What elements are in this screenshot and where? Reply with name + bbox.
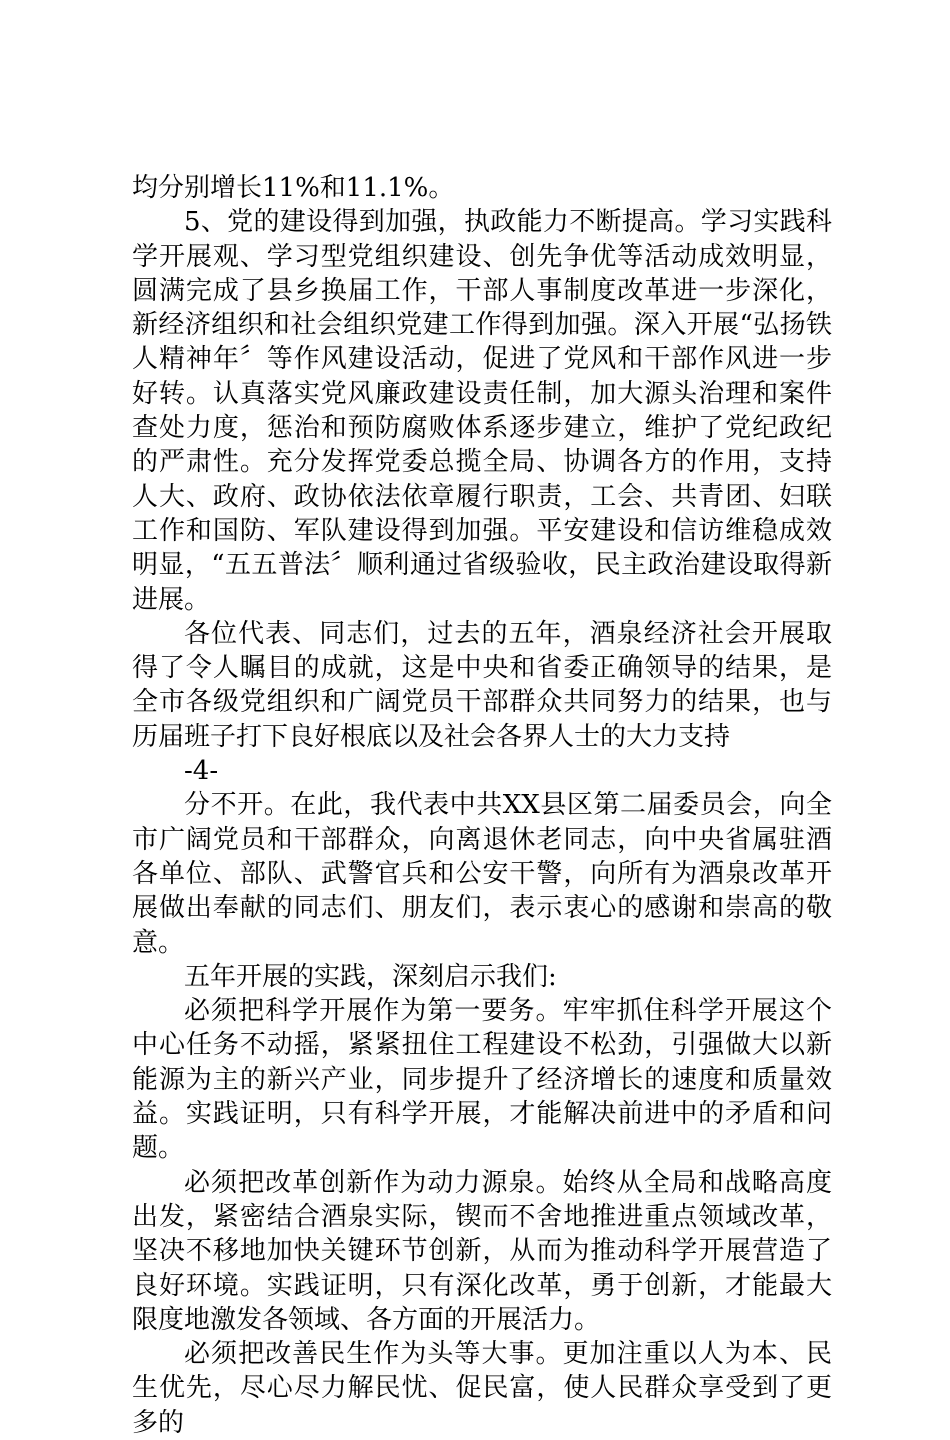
paragraph-livelihood: 必须把改善民生作为头等大事。更加注重以人为本、民生优先，尽心尽力解民忧、促民富，使人民群众享受到了更多的	[132, 1339, 832, 1438]
paragraph-party-building: 5、党的建设得到加强，执政能力不断提高。学习实践科学开展观、学习型党组织建设、创先争优等活动成效明显，圆满完成了县乡换届工作，干部人事制度改革进一步深化，新经济组织和社会组织党建工作得到加强。深入开展“弘扬铁人精神年〞等作风建设活动，促进了党风和干部作风进一步好转。认真落实党风廉政建设责任制，加大源头治理和案件查处力度，惩治和预防腐败体系逐步建立，维护了党纪政纪的严肃性。充分发挥党委总揽全局、协调各方的作用，支持人大、政府、政协依法依章履行职责，工会、共青团、妇联工作和国防、军队建设得到加强。平安建设和信访维稳成效明显，“五五普法〞顺利通过省级验收，民主政治建设取得新进展。	[132, 207, 832, 615]
document-body	[132, 171, 832, 1440]
paragraph-reform-innovation: 必须把改革创新作为动力源泉。始终从全局和战略高度出发，紧密结合酒泉实际，锲而不舍地推进重点领域改革，坚决不移地加快关键环节创新，从而为推动科学开展营造了良好环境。实践证明，只有深化改革，勇于创新，才能最大限度地激发各领域、各方面的开展活力。	[132, 1167, 832, 1335]
page-number: -4-	[184, 756, 219, 787]
paragraph-thanks: 分不开。在此，我代表中共XX县区第二届委员会，向全市广阔党员和干部群众，向离退休老同志，向中央省属驻酒各单位、部队、武警官兵和公安干警，向所有为酒泉改革开展做出奉献的同志们、朋友们，表示衷心的感谢和崇高的敬意。	[132, 790, 832, 958]
paragraph-continuation: 均分别增长11%和11.1%。	[132, 173, 455, 203]
paragraph-five-year-achievements: 各位代表、同志们，过去的五年，酒泉经济社会开展取得了令人瞩目的成就，这是中央和省委正确领导的结果，是全市各级党组织和广阔党员干部群众共同努力的结果，也与历届班子打下良好根底以及社会各界人士的大力支持	[132, 618, 832, 752]
paragraph-scientific-development: 必须把科学开展作为第一要务。牢牢抓住科学开展这个中心任务不动摇，紧紧扭住工程建设不松劲，引强做大以新能源为主的新兴产业，同步提升了经济增长的速度和质量效益。实践证明，只有科学开展，才能解决前进中的矛盾和问题。	[132, 996, 832, 1164]
paragraph-lessons-intro: 五年开展的实践，深刻启示我们:	[184, 961, 557, 992]
